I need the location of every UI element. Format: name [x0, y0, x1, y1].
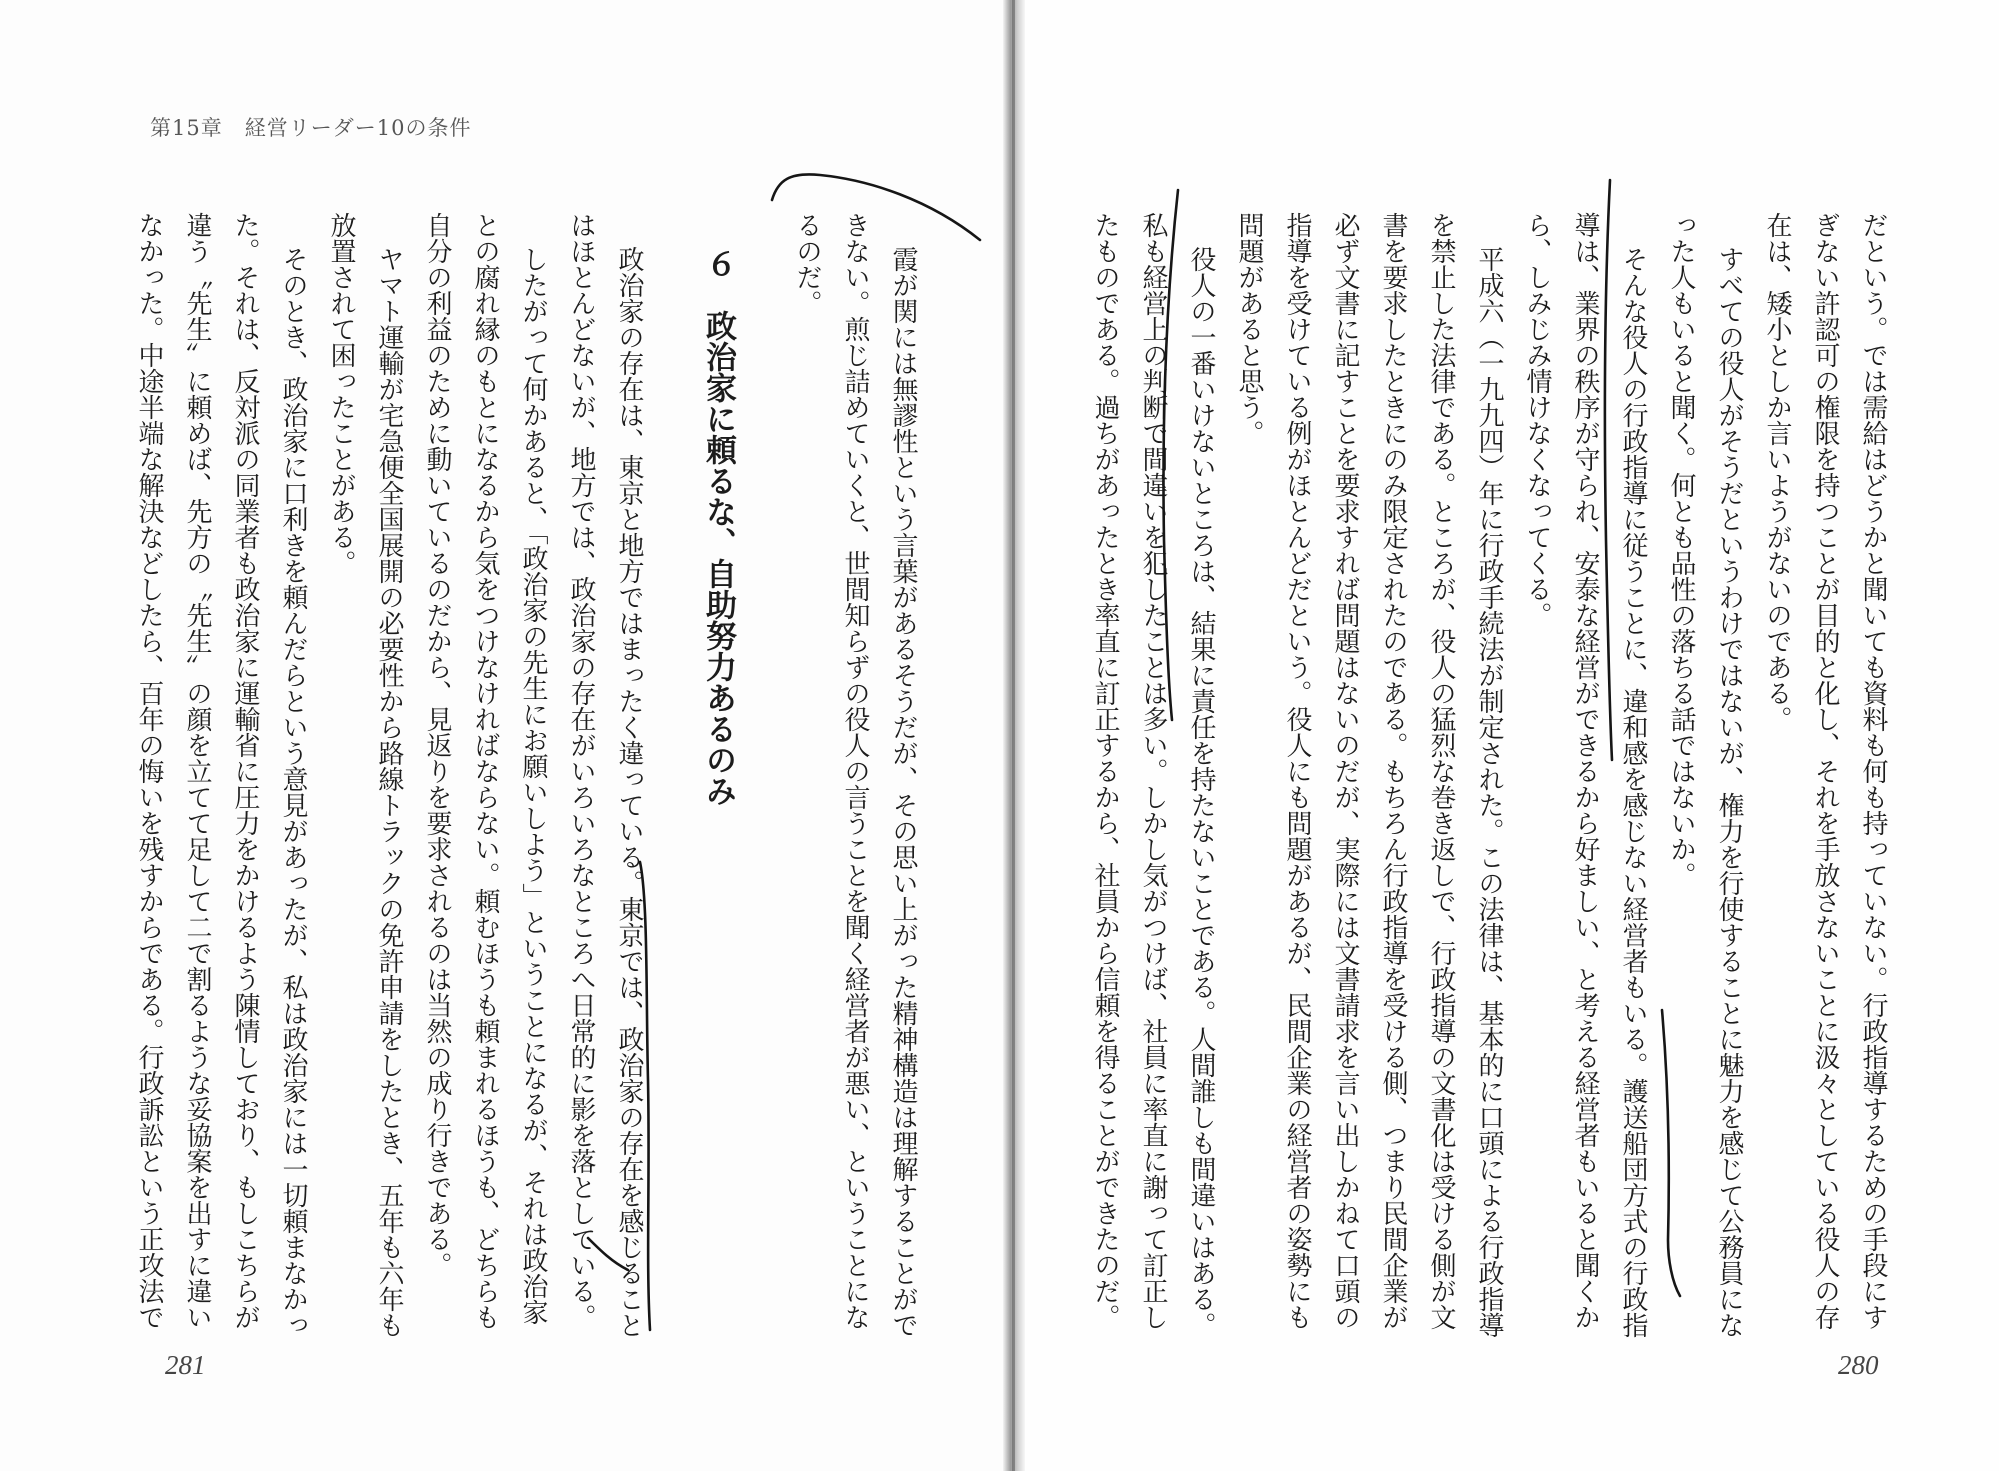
text-column: すべての役人がそうだというわけではないが、権力を行使することに魅力を感じて公務員にな [1714, 246, 1744, 1338]
text-column: 在は、矮小としか言いようがないのである。 [1762, 212, 1792, 732]
text-column: た。それは、反対派の同業者も政治家に運輸省に圧力をかけるよう陳情しており、もしこちらが [230, 212, 260, 1330]
text-column: なかった。中途半端な解決などしたら、百年の悔いを残すからである。行政訴訟という正攻法で [134, 212, 164, 1330]
text-column: との腐れ縁のもとになるから気をつけなければならない。頼むほうも頼まれるほうも、どちらも [470, 212, 500, 1330]
text-column: だという。では需給はどうかと聞いても資料も何も持っていない。行政指導するための手段にす [1858, 212, 1888, 1330]
text-column: 放置されて困ったことがある。 [326, 212, 356, 576]
running-head: 第15章 経営リーダー10の条件 [150, 116, 472, 140]
text-column: るのだ。 [792, 212, 822, 316]
text-column: 指導を受けている例がほとんどだという。役人にも問題があるが、民間企業の経営者の姿勢にも [1282, 212, 1312, 1330]
text-column: 自分の利益のために動いているのだから、見返りを要求されるのは当然の成り行きである。 [422, 212, 452, 1278]
text-column: ぎない許認可の権限を持つことが目的と化し、それを手放さないことに汲々としている役人の存 [1810, 212, 1840, 1330]
page-number: 281 [165, 1350, 206, 1380]
text-column: したがって何かあると、「政治家の先生にお願いしよう」ということになるが、それは政治家 [518, 246, 548, 1325]
text-column: そんな役人の行政指導に従うことに、違和感を感じない経営者もいる。護送船団方式の行政指 [1618, 246, 1648, 1338]
text-column: きない。煎じ詰めていくと、世間知らずの役人の言うことを聞く経営者が悪い、ということにな [840, 212, 870, 1330]
text-column: った人もいると聞く。何とも品性の落ちる話ではないか。 [1666, 212, 1696, 888]
text-column: 導は、業界の秩序が守られ、安泰な経営ができるから好ましい、と考える経営者もいると聞くか [1570, 212, 1600, 1330]
text-column: そのとき、政治家に口利きを頼んだらという意見があったが、私は政治家には一切頼まなかっ [278, 246, 308, 1338]
text-column: たものである。過ちがあったとき率直に訂正するから、社員から信頼を得ることができたのだ。 [1090, 212, 1120, 1330]
text-column: を禁止した法律である。ところが、役人の猛烈な巻き返しで、行政指導の文書化は受ける側が文 [1426, 212, 1456, 1330]
text-column: はほとんどないが、地方では、政治家の存在がいろいろなところへ日常的に影を落としている。 [566, 212, 596, 1330]
text-column: 書を要求したときにのみ限定されたのである。もちろん行政指導を受ける側、つまり民間企業が [1378, 212, 1408, 1330]
text-column: 違う〝先生〟に頼めば、先方の〝先生〟の顔を立てて足して二で割るような妥協案を出すに違い [182, 212, 212, 1330]
text-column: 霞が関には無謬性という言葉があるそうだが、その思い上がった精神構造は理解することがで [888, 246, 918, 1338]
text-column: ヤマト運輸が宅急便全国展開の必要性から路線トラックの免許申請をしたとき、五年も六年も [374, 246, 404, 1338]
text-column: 平成六（一九九四）年に行政手続法が制定された。この法律は、基本的に口頭による行政指導 [1474, 246, 1504, 1338]
section-heading: ６ 政治家に頼るな、自助努力あるのみ [700, 248, 736, 806]
text-column: 役人の一番いけないところは、結果に責任を持たないことである。人間誰しも間違いはある。 [1186, 246, 1216, 1338]
text-column: ら、しみじみ情けなくなってくる。 [1522, 212, 1552, 628]
text-column: 問題があると思う。 [1234, 212, 1264, 446]
text-column: 私も経営上の判断で間違いを犯したことは多い。しかし気がつけば、社員に率直に謝って訂正し [1138, 212, 1168, 1330]
text-column: 必ず文書に記すことを要求すれば問題はないのだが、実際には文書請求を言い出しかねて口頭の [1330, 212, 1360, 1330]
text-column: 政治家の存在は、東京と地方ではまったく違っている。東京では、政治家の存在を感じること [614, 246, 644, 1338]
gutter-shadow [1012, 0, 1015, 1471]
page-number: 280 [1838, 1350, 1879, 1380]
